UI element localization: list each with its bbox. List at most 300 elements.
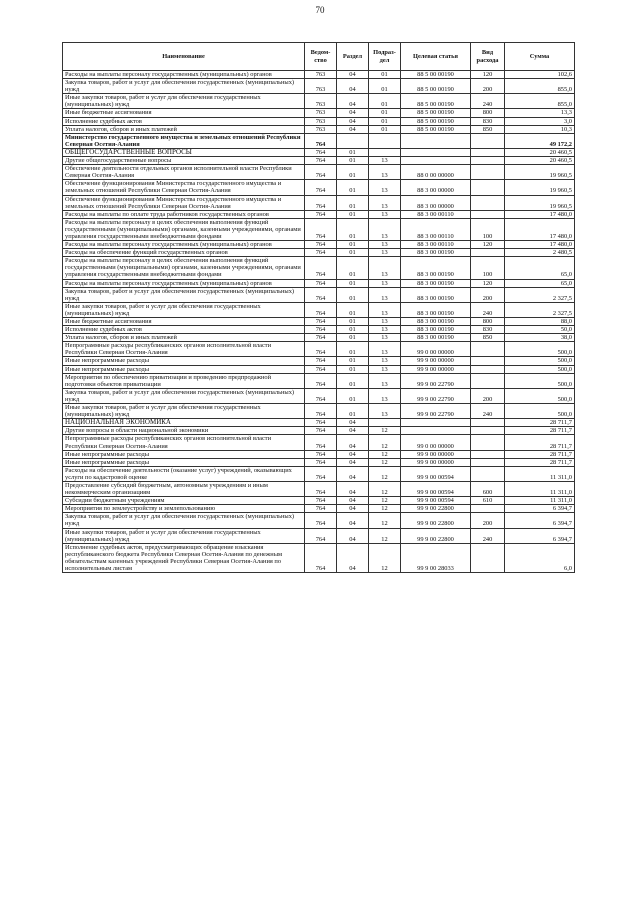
row-dept: 764 <box>305 249 337 257</box>
row-expense-type <box>471 157 505 165</box>
row-name: Обеспечение функционирования Министерства государственного имущества и земельных отношений Республики Северная Осетия-Алания <box>63 180 305 195</box>
row-subsection: 13 <box>369 257 401 279</box>
row-section: 04 <box>337 481 369 496</box>
row-subsection: 13 <box>369 165 401 180</box>
row-subsection: 13 <box>369 241 401 249</box>
row-name: Закупка товаров, работ и услуг для обеспечения государственных (муниципальных) нужд <box>63 388 305 403</box>
row-amount: 102,6 <box>505 71 575 79</box>
table-row <box>63 334 575 342</box>
row-amount: 28 711,7 <box>505 458 575 466</box>
row-amount: 6,0 <box>505 543 575 572</box>
row-amount: 3,0 <box>505 117 575 125</box>
row-subsection: 13 <box>369 157 401 165</box>
row-name: Иные закупки товаров, работ и услуг для обеспечения государственных (муниципальных) нужд <box>63 302 305 317</box>
row-expense-type: 800 <box>471 318 505 326</box>
row-name: Расходы на выплаты персоналу государственных (муниципальных) органов <box>63 71 305 79</box>
row-section: 04 <box>337 94 369 109</box>
row-subsection: 12 <box>369 458 401 466</box>
row-dept: 764 <box>305 427 337 435</box>
row-target: 88 3 00 00190 <box>401 318 471 326</box>
row-name: Уплата налогов, сборов и иных платежей <box>63 125 305 133</box>
row-dept: 763 <box>305 117 337 125</box>
row-section: 01 <box>337 342 369 357</box>
row-target: 88 3 00 00000 <box>401 180 471 195</box>
row-expense-type: 240 <box>471 302 505 317</box>
row-name: Обеспечение функционирования Министерства государственного имущества и земельных отношений Республики Северная Осетия-Алания <box>63 195 305 210</box>
row-expense-type: 200 <box>471 79 505 94</box>
row-name: НАЦИОНАЛЬНАЯ ЭКОНОМИКА <box>63 419 305 427</box>
row-amount: 65,0 <box>505 279 575 287</box>
row-subsection: 12 <box>369 528 401 543</box>
row-dept: 763 <box>305 109 337 117</box>
row-expense-type <box>471 419 505 427</box>
row-section: 01 <box>337 302 369 317</box>
row-target: 88 3 00 00190 <box>401 334 471 342</box>
row-amount: 11 311,0 <box>505 497 575 505</box>
row-name: Иные непрограммные расходы <box>63 357 305 365</box>
row-target: 88 3 00 00190 <box>401 326 471 334</box>
row-dept: 763 <box>305 94 337 109</box>
row-target: 99 9 00 00594 <box>401 497 471 505</box>
row-subsection: 01 <box>369 79 401 94</box>
row-expense-type: 240 <box>471 94 505 109</box>
row-section: 04 <box>337 497 369 505</box>
row-section: 04 <box>337 71 369 79</box>
row-target: 99 0 00 00000 <box>401 435 471 450</box>
row-subsection: 13 <box>369 365 401 373</box>
row-section: 04 <box>337 450 369 458</box>
table-row <box>63 365 575 373</box>
table-row <box>63 109 575 117</box>
row-amount: 6 394,7 <box>505 528 575 543</box>
row-section: 04 <box>337 505 369 513</box>
table-row <box>63 513 575 528</box>
row-name: Расходы на выплаты персоналу государственных (муниципальных) органов <box>63 279 305 287</box>
row-expense-type <box>471 342 505 357</box>
row-expense-type: 200 <box>471 513 505 528</box>
row-dept: 764 <box>305 513 337 528</box>
header-section: Раздел <box>337 43 369 71</box>
row-amount: 28 711,7 <box>505 435 575 450</box>
row-amount: 500,0 <box>505 342 575 357</box>
row-subsection: 13 <box>369 357 401 365</box>
row-amount: 500,0 <box>505 404 575 419</box>
row-target: 99 9 00 22790 <box>401 404 471 419</box>
row-section: 01 <box>337 365 369 373</box>
row-expense-type: 830 <box>471 117 505 125</box>
row-amount: 500,0 <box>505 357 575 365</box>
row-amount: 11 311,0 <box>505 466 575 481</box>
row-target: 88 3 00 00190 <box>401 257 471 279</box>
row-amount: 6 394,7 <box>505 505 575 513</box>
row-name: Другие вопросы в области национальной экономики <box>63 427 305 435</box>
row-target <box>401 419 471 427</box>
row-expense-type: 120 <box>471 241 505 249</box>
table-row <box>63 528 575 543</box>
row-amount: 28 711,7 <box>505 419 575 427</box>
row-dept: 764 <box>305 180 337 195</box>
row-target: 99 9 00 00594 <box>401 466 471 481</box>
row-expense-type <box>471 505 505 513</box>
row-subsection: 13 <box>369 249 401 257</box>
row-dept: 764 <box>305 257 337 279</box>
row-subsection: 13 <box>369 279 401 287</box>
row-target: 99 9 00 00000 <box>401 365 471 373</box>
table-row <box>63 257 575 279</box>
table-header-row <box>63 43 575 71</box>
row-amount: 17 480,0 <box>505 241 575 249</box>
row-dept: 764 <box>305 210 337 218</box>
row-subsection: 12 <box>369 427 401 435</box>
row-dept: 764 <box>305 419 337 427</box>
row-amount: 50,0 <box>505 326 575 334</box>
row-amount: 19 960,5 <box>505 180 575 195</box>
row-amount: 20 460,5 <box>505 157 575 165</box>
row-target: 99 9 00 22800 <box>401 513 471 528</box>
row-expense-type: 100 <box>471 257 505 279</box>
row-target: 99 9 00 22800 <box>401 528 471 543</box>
row-target: 99 9 00 00000 <box>401 450 471 458</box>
row-subsection: 13 <box>369 318 401 326</box>
row-dept: 764 <box>305 148 337 156</box>
row-section: 01 <box>337 210 369 218</box>
table-row <box>63 373 575 388</box>
row-amount: 17 480,0 <box>505 210 575 218</box>
row-name: Расходы на выплаты по оплате труда работников государственных органов <box>63 210 305 218</box>
row-name: Исполнение судебных актов, предусматривающих обращение взыскания республиканского бюджета Республики Северная Осетия-Алания по денежным обязательствам казенных учреждений Республики Северная Осетия-Алания по исполнительным листам <box>63 543 305 572</box>
row-name: Непрограммные расходы республиканских органов исполнительной власти Республики Северная Осетия-Алания <box>63 435 305 450</box>
table-row <box>63 279 575 287</box>
row-expense-type <box>471 210 505 218</box>
row-dept: 764 <box>305 365 337 373</box>
row-section: 04 <box>337 427 369 435</box>
row-subsection: 12 <box>369 497 401 505</box>
row-target <box>401 148 471 156</box>
row-dept: 764 <box>305 404 337 419</box>
row-subsection: 13 <box>369 218 401 240</box>
row-dept: 764 <box>305 165 337 180</box>
table-row <box>63 241 575 249</box>
row-name: Иные непрограммные расходы <box>63 458 305 466</box>
row-section: 01 <box>337 373 369 388</box>
table-row <box>63 195 575 210</box>
row-dept: 764 <box>305 497 337 505</box>
row-dept: 763 <box>305 125 337 133</box>
row-subsection <box>369 133 401 148</box>
row-section: 04 <box>337 513 369 528</box>
table-row <box>63 302 575 317</box>
row-name: Субсидии бюджетным учреждениям <box>63 497 305 505</box>
row-dept: 764 <box>305 388 337 403</box>
row-target: 88 3 00 00110 <box>401 218 471 240</box>
table-row <box>63 450 575 458</box>
row-section: 01 <box>337 148 369 156</box>
row-expense-type <box>471 466 505 481</box>
row-expense-type: 850 <box>471 125 505 133</box>
row-expense-type <box>471 180 505 195</box>
row-subsection: 01 <box>369 109 401 117</box>
row-subsection: 13 <box>369 180 401 195</box>
header-expense-type: Вид расхода <box>471 43 505 71</box>
row-amount: 38,0 <box>505 334 575 342</box>
row-expense-type <box>471 373 505 388</box>
row-subsection <box>369 148 401 156</box>
row-subsection: 12 <box>369 466 401 481</box>
row-target: 99 0 00 00000 <box>401 342 471 357</box>
row-target: 99 9 00 28033 <box>401 543 471 572</box>
row-amount: 20 460,5 <box>505 148 575 156</box>
row-section: 04 <box>337 528 369 543</box>
header-name: Наименование <box>63 43 305 71</box>
row-subsection: 13 <box>369 388 401 403</box>
row-section: 01 <box>337 257 369 279</box>
row-name: Расходы на обеспечение функций государственных органов <box>63 249 305 257</box>
row-amount: 500,0 <box>505 388 575 403</box>
row-section: 01 <box>337 165 369 180</box>
row-subsection: 13 <box>369 210 401 218</box>
row-dept: 764 <box>305 218 337 240</box>
row-dept: 764 <box>305 133 337 148</box>
table-row <box>63 180 575 195</box>
row-name: Иные непрограммные расходы <box>63 450 305 458</box>
row-subsection: 12 <box>369 513 401 528</box>
table-row <box>63 148 575 156</box>
row-section: 01 <box>337 318 369 326</box>
row-dept: 763 <box>305 79 337 94</box>
row-subsection <box>369 419 401 427</box>
table-row <box>63 71 575 79</box>
row-name: Иные бюджетные ассигнования <box>63 318 305 326</box>
row-section: 04 <box>337 543 369 572</box>
row-subsection: 13 <box>369 326 401 334</box>
row-target: 88 0 00 00000 <box>401 165 471 180</box>
row-section: 04 <box>337 435 369 450</box>
row-target: 88 3 00 00190 <box>401 287 471 302</box>
row-dept: 764 <box>305 466 337 481</box>
row-name: Непрограммные расходы республиканских органов исполнительной власти Республики Северная Осетия-Алания <box>63 342 305 357</box>
row-expense-type: 830 <box>471 326 505 334</box>
row-section: 01 <box>337 287 369 302</box>
table-row <box>63 342 575 357</box>
table-row <box>63 165 575 180</box>
table-row <box>63 94 575 109</box>
row-amount: 2 327,5 <box>505 302 575 317</box>
table-row <box>63 210 575 218</box>
row-name: Расходы на выплаты персоналу в целях обеспечения выполнения функций государственными (муниципальными) органами, казенными учреждениями, органами управления государственными внебюджетными фондами <box>63 257 305 279</box>
row-dept: 764 <box>305 241 337 249</box>
row-target <box>401 157 471 165</box>
row-expense-type: 240 <box>471 528 505 543</box>
row-target: 88 5 00 00190 <box>401 117 471 125</box>
row-amount: 2 480,5 <box>505 249 575 257</box>
row-subsection: 13 <box>369 404 401 419</box>
row-target: 99 9 00 22790 <box>401 388 471 403</box>
row-section: 01 <box>337 326 369 334</box>
row-name: Иные закупки товаров, работ и услуг для обеспечения государственных (муниципальных) нужд <box>63 528 305 543</box>
table-row <box>63 497 575 505</box>
row-expense-type: 100 <box>471 218 505 240</box>
table-row <box>63 481 575 496</box>
table-row <box>63 133 575 148</box>
row-dept: 764 <box>305 326 337 334</box>
table-row <box>63 388 575 403</box>
row-amount: 28 711,7 <box>505 450 575 458</box>
row-dept: 764 <box>305 195 337 210</box>
row-amount: 49 172,2 <box>505 133 575 148</box>
header-dept: Ведом-ство <box>305 43 337 71</box>
row-dept: 764 <box>305 318 337 326</box>
row-expense-type <box>471 435 505 450</box>
row-amount: 500,0 <box>505 365 575 373</box>
row-dept: 764 <box>305 373 337 388</box>
row-name: Обеспечение деятельности отдельных органов исполнительной власти Республики Северная Осетия-Алания <box>63 165 305 180</box>
budget-table <box>62 42 575 573</box>
row-section: 04 <box>337 79 369 94</box>
header-amount: Сумма <box>505 43 575 71</box>
row-subsection: 01 <box>369 94 401 109</box>
row-subsection: 12 <box>369 435 401 450</box>
row-target: 88 3 00 00190 <box>401 279 471 287</box>
row-expense-type: 120 <box>471 71 505 79</box>
row-dept: 764 <box>305 435 337 450</box>
row-section: 01 <box>337 241 369 249</box>
header-target: Целевая статья <box>401 43 471 71</box>
page-number: 70 <box>315 5 325 15</box>
row-expense-type: 240 <box>471 404 505 419</box>
row-subsection: 01 <box>369 117 401 125</box>
row-expense-type: 120 <box>471 279 505 287</box>
row-name: Уплата налогов, сборов и иных платежей <box>63 334 305 342</box>
row-amount: 88,0 <box>505 318 575 326</box>
row-subsection: 13 <box>369 373 401 388</box>
row-section: 01 <box>337 195 369 210</box>
table-row <box>63 357 575 365</box>
row-target: 88 3 00 00110 <box>401 241 471 249</box>
row-subsection: 01 <box>369 125 401 133</box>
row-subsection: 12 <box>369 450 401 458</box>
row-section: 04 <box>337 466 369 481</box>
row-dept: 764 <box>305 505 337 513</box>
table-row <box>63 427 575 435</box>
row-name: Исполнение судебных актов <box>63 326 305 334</box>
row-section: 01 <box>337 249 369 257</box>
row-expense-type: 200 <box>471 287 505 302</box>
row-amount: 65,0 <box>505 257 575 279</box>
row-amount: 28 711,7 <box>505 427 575 435</box>
row-name: Мероприятия по землеустройству и землепользованию <box>63 505 305 513</box>
row-dept: 764 <box>305 528 337 543</box>
row-name: Закупка товаров, работ и услуг для обеспечения государственных (муниципальных) нужд <box>63 513 305 528</box>
row-section: 01 <box>337 157 369 165</box>
row-expense-type <box>471 458 505 466</box>
header-subsection: Подраз-дел <box>369 43 401 71</box>
row-expense-type <box>471 450 505 458</box>
row-dept: 764 <box>305 357 337 365</box>
row-subsection: 12 <box>369 505 401 513</box>
row-amount: 855,0 <box>505 79 575 94</box>
table-row <box>63 287 575 302</box>
row-dept: 764 <box>305 279 337 287</box>
table-row <box>63 505 575 513</box>
row-amount: 13,3 <box>505 109 575 117</box>
row-subsection: 12 <box>369 543 401 572</box>
row-section: 01 <box>337 334 369 342</box>
table-row <box>63 404 575 419</box>
row-amount: 19 960,5 <box>505 165 575 180</box>
table-row <box>63 117 575 125</box>
row-amount: 2 327,5 <box>505 287 575 302</box>
row-expense-type <box>471 148 505 156</box>
table-row <box>63 543 575 572</box>
table-row <box>63 249 575 257</box>
row-name: Исполнение судебных актов <box>63 117 305 125</box>
table-row <box>63 125 575 133</box>
row-expense-type <box>471 357 505 365</box>
row-name: Закупка товаров, работ и услуг для обеспечения государственных (муниципальных) нужд <box>63 287 305 302</box>
row-expense-type <box>471 427 505 435</box>
row-target: 88 3 00 00190 <box>401 249 471 257</box>
table-row <box>63 157 575 165</box>
row-subsection: 13 <box>369 287 401 302</box>
row-expense-type <box>471 133 505 148</box>
row-name: Расходы на выплаты персоналу в целях обеспечения выполнения функций государственными (муниципальными) органами, казенными учреждениями, органами управления государственными внебюджетными фондами <box>63 218 305 240</box>
row-name: Иные закупки товаров, работ и услуг для обеспечения государственных (муниципальных) нужд <box>63 404 305 419</box>
row-target: 88 3 00 00000 <box>401 195 471 210</box>
row-name: Другие общегосударственные вопросы <box>63 157 305 165</box>
row-name: Предоставление субсидий бюджетным, автономным учреждениям и иным некоммерческим организациям <box>63 481 305 496</box>
row-subsection: 13 <box>369 302 401 317</box>
row-expense-type: 850 <box>471 334 505 342</box>
row-name: ОБЩЕГОСУДАРСТВЕННЫЕ ВОПРОСЫ <box>63 148 305 156</box>
row-dept: 764 <box>305 450 337 458</box>
row-dept: 764 <box>305 543 337 572</box>
table-row <box>63 318 575 326</box>
row-target: 99 9 00 22800 <box>401 505 471 513</box>
row-amount: 10,3 <box>505 125 575 133</box>
row-name: Иные непрограммные расходы <box>63 365 305 373</box>
row-target: 88 5 00 00190 <box>401 94 471 109</box>
row-expense-type: 600 <box>471 481 505 496</box>
table-row <box>63 466 575 481</box>
row-expense-type <box>471 543 505 572</box>
row-section: 01 <box>337 180 369 195</box>
row-amount: 500,0 <box>505 373 575 388</box>
row-target: 99 9 00 00000 <box>401 357 471 365</box>
row-dept: 764 <box>305 458 337 466</box>
row-expense-type <box>471 365 505 373</box>
row-name: Закупка товаров, работ и услуг для обеспечения государственных (муниципальных) нужд <box>63 79 305 94</box>
table-row <box>63 79 575 94</box>
row-name: Мероприятия по обеспечению приватизации и проведению предпродажной подготовки объектов приватизации <box>63 373 305 388</box>
table-row <box>63 458 575 466</box>
row-name: Министерство государственного имущества и земельных отношений Республики Северная Осетия-Алания <box>63 133 305 148</box>
row-dept: 764 <box>305 157 337 165</box>
row-subsection: 01 <box>369 71 401 79</box>
table-row <box>63 218 575 240</box>
row-name: Иные бюджетные ассигнования <box>63 109 305 117</box>
row-target <box>401 427 471 435</box>
row-amount: 17 480,0 <box>505 218 575 240</box>
row-name: Расходы на выплаты персоналу государственных (муниципальных) органов <box>63 241 305 249</box>
row-subsection: 13 <box>369 334 401 342</box>
row-target: 99 9 00 00000 <box>401 458 471 466</box>
row-section: 04 <box>337 109 369 117</box>
row-expense-type: 200 <box>471 388 505 403</box>
row-target: 88 3 00 00110 <box>401 210 471 218</box>
row-target: 88 3 00 00190 <box>401 302 471 317</box>
row-name: Иные закупки товаров, работ и услуг для обеспечения государственных (муниципальных) нужд <box>63 94 305 109</box>
row-subsection: 12 <box>369 481 401 496</box>
